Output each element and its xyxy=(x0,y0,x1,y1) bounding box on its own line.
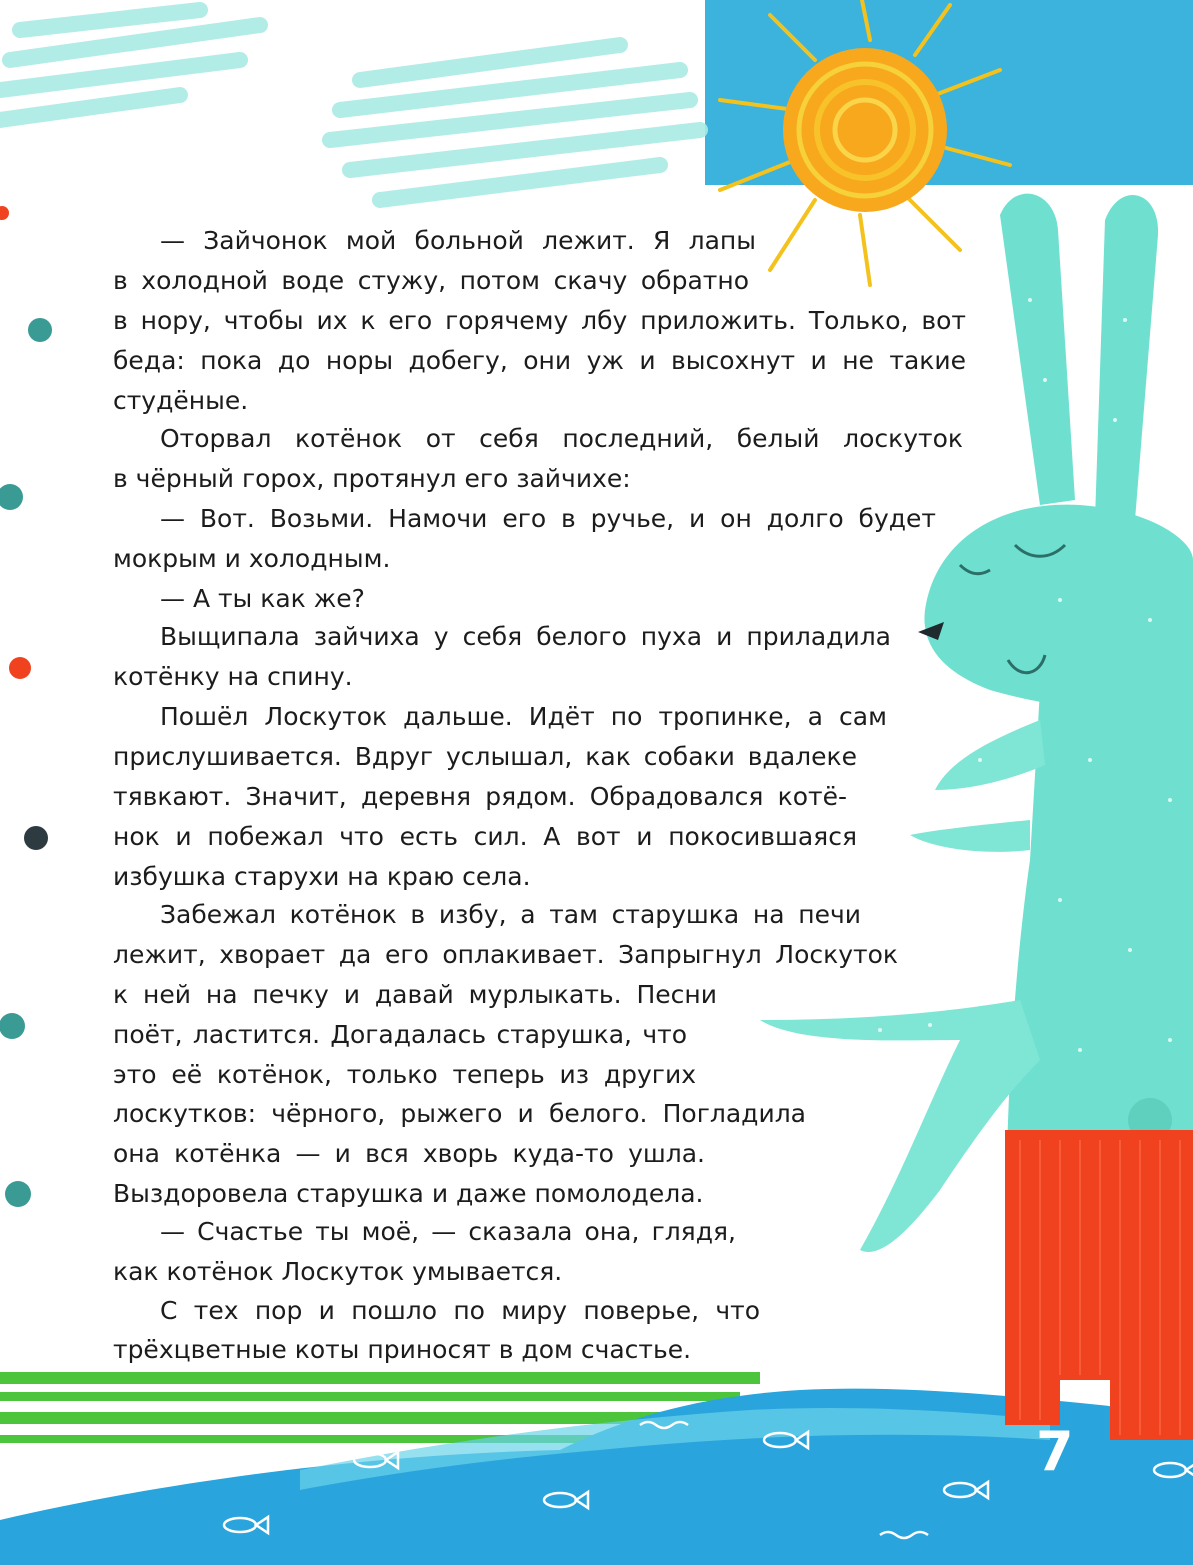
text-line: в нору, чтобы их к его горячему лбу приложить. Только, вот xyxy=(113,306,966,335)
text-line: — Вот. Возьми. Намочи его в ручье, и он долго будет xyxy=(160,504,936,533)
text-line: Выщипала зайчиха у себя белого пуха и приладила xyxy=(160,622,891,651)
text-line: как котёнок Лоскуток умывается. xyxy=(113,1257,563,1286)
text-line: котёнку на спину. xyxy=(113,662,353,691)
text-line: — Счастье ты моё, — сказала она, глядя, xyxy=(160,1217,736,1246)
text-line: это её котёнок, только теперь из других xyxy=(113,1060,696,1089)
text-line: трёхцветные коты приносят в дом счастье. xyxy=(113,1335,692,1364)
text-line: Выздоровела старушка и даже помолодела. xyxy=(113,1179,704,1208)
text-line: Оторвал котёнок от себя последний, белый лоскуток xyxy=(160,424,963,453)
text-line: беда: пока до норы добегу, они уж и высохнут и не такие xyxy=(113,346,966,375)
text-line: нок и побежал что есть сил. А вот и покосившаяся xyxy=(113,822,857,851)
text-line: — А ты как же? xyxy=(160,584,365,613)
text-line: к ней на печку и давай мурлыкать. Песни xyxy=(113,980,717,1009)
page-number: 7 xyxy=(1036,1420,1074,1483)
text-line: она котёнка — и вся хворь куда-то ушла. xyxy=(113,1139,705,1168)
text-line: в чёрный горох, протянул его зайчихе: xyxy=(113,464,631,493)
text-line: лежит, хворает да его оплакивает. Запрыгнул Лоскуток xyxy=(113,940,898,969)
text-line: С тех пор и пошло по миру поверье, что xyxy=(160,1296,760,1325)
text-line: в холодной воде стужу, потом скачу обратно xyxy=(113,266,749,295)
text-line: студёные. xyxy=(113,386,249,415)
text-line: избушка старухи на краю села. xyxy=(113,862,531,891)
text-line: мокрым и холодным. xyxy=(113,544,391,573)
text-line: прислушивается. Вдруг услышал, как собаки вдалеке xyxy=(113,742,857,771)
text-line: Забежал котёнок в избу, а там старушка на печи xyxy=(160,900,861,929)
text-line: поёт, ластится. Догадалась старушка, что xyxy=(113,1020,687,1049)
text-line: Пошёл Лоскуток дальше. Идёт по тропинке, а сам xyxy=(160,702,887,731)
text-line: лоскутков: чёрного, рыжего и белого. Погладила xyxy=(113,1099,806,1128)
text-line: тявкают. Значит, деревня рядом. Обрадовался котё- xyxy=(113,782,847,811)
text-line: — Зайчонок мой больной лежит. Я лапы xyxy=(160,226,756,255)
